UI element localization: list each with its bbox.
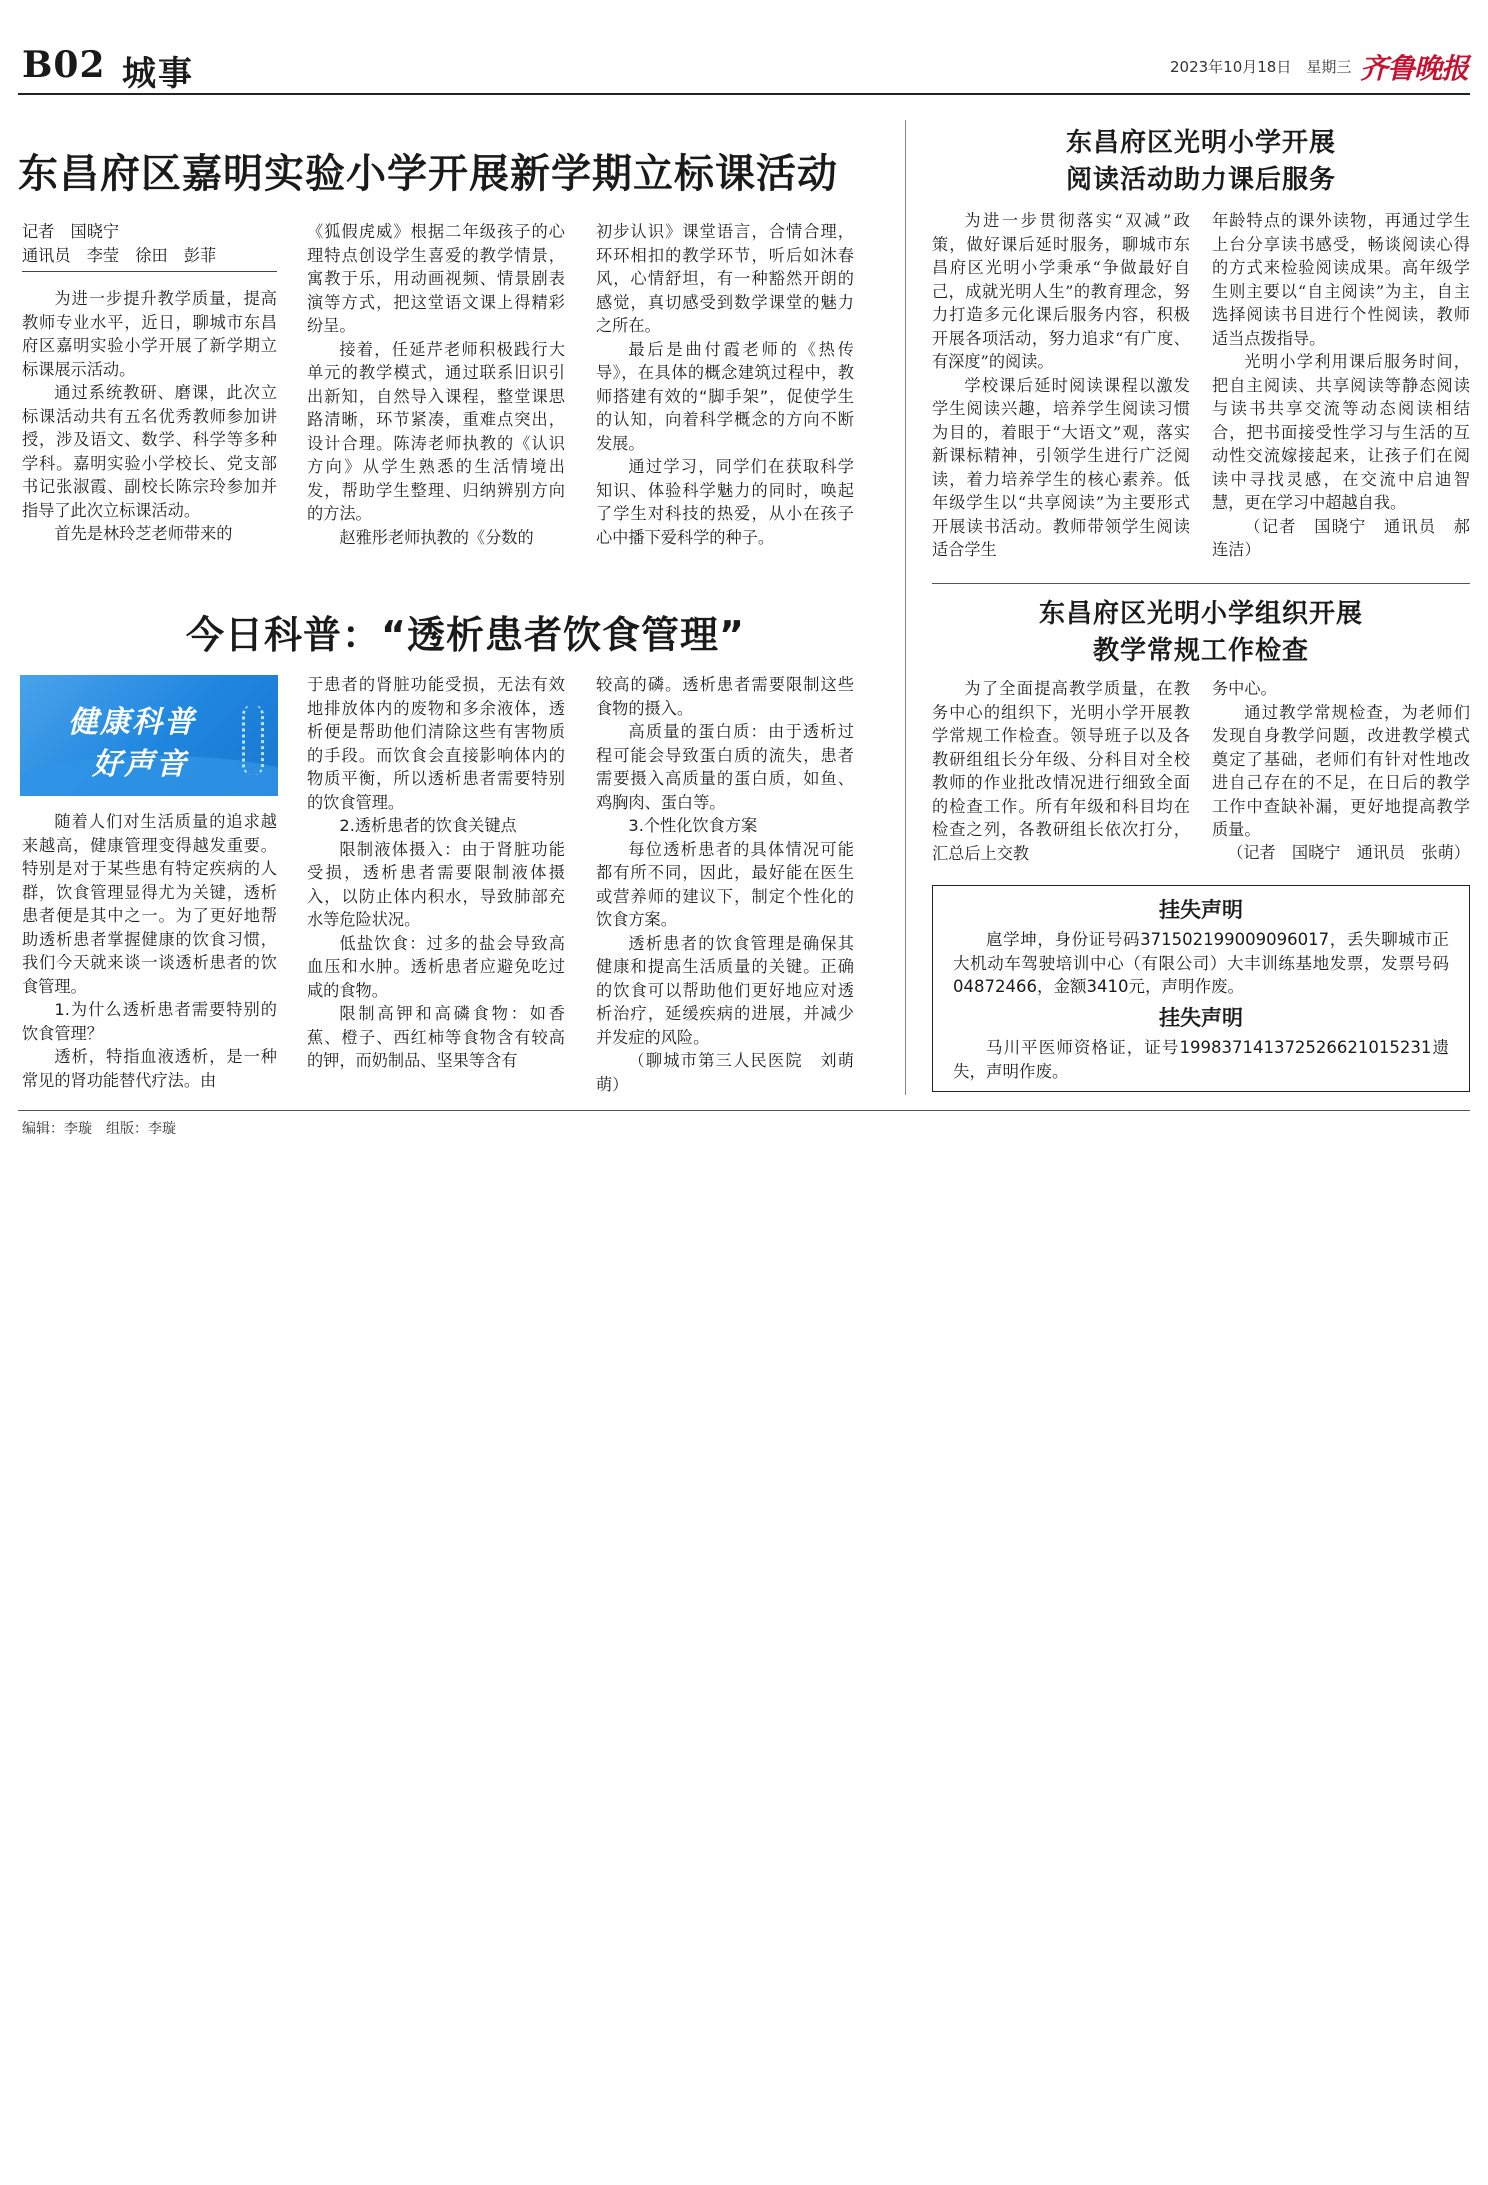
paragraph: 赵雅彤老师执教的《分数的 (339, 527, 534, 547)
article3-headline-line2: 阅读活动助力课后服务 (1065, 165, 1336, 195)
notice-1 (953, 894, 1449, 999)
paragraph: 透析患者的饮食管理是确保其健康和提高生活质量的关键。正确的饮食可以帮助他们更好地应对透析治疗，延缓疾病的进展，并减少并发症的风险。 (596, 933, 854, 1047)
page-code: B02 (22, 44, 106, 86)
paragraph: 为进一步提升教学质量，提高教师专业水平，近日，聊城市东昌府区嘉明实验小学开展了新学期立标课展示活动。 (22, 289, 277, 379)
newspaper-logo: 齐鲁晚报 (1360, 52, 1469, 85)
paragraph: 每位透析患者的具体情况可能都有所不同，因此，最好能在医生或营养师的建议下，制定个性化的饮食方案。 (596, 839, 854, 929)
article4-headline (932, 596, 1470, 670)
paragraph: 通过系统教研、磨课，此次立标课活动共有五名优秀教师参加讲授，涉及语文、数学、科学等多种学科。嘉明实验小学校长、党支部书记张淑霞、副校长陈宗玲参加并指导了此次立标课活动。 (22, 383, 277, 520)
article4-credit (1212, 841, 1470, 865)
article3-headline (932, 125, 1470, 199)
article1-column-1 (22, 287, 277, 546)
paragraph: 《狐假虎威》根据二年级孩子的心理特点创设学生喜爱的教学情景，寓教于乐，用动画视频、情景剧表演等方式，把这堂语文课上得精彩纷呈。 (307, 222, 565, 335)
article2-column-3 (596, 673, 854, 1096)
paragraph: 通过教学常规检查，为老师们发现自身教学问题，改进教学模式奠定了基础，老师们有针对性地改进自己存在的不足，在日后的教学工作中查缺补漏，更好地提高教学质量。 (1212, 702, 1470, 839)
article3-column-2 (1212, 209, 1470, 562)
article1-column-3 (596, 220, 854, 549)
notice-body: 扈学坤，身份证号码371502199009096017，丢失聊城市正大机动车驾驶培训中心（有限公司）大丰训练基地发票，发票号码04872466，金额3410元，声明作废。 (953, 930, 1449, 996)
notice-title: 挂失声明 (1159, 898, 1243, 922)
paragraph: 3.个性化饮食方案 (628, 816, 758, 835)
paragraph: 2.透析患者的饮食关键点 (339, 816, 517, 835)
banner-title: 健康科普 (68, 705, 196, 740)
notice-body: 马川平医师资格证，证号199837141372526621015231遗失，声明作废。 (953, 1038, 1449, 1081)
article3-headline-line1: 东昌府区光明小学开展 (1065, 128, 1336, 158)
banner-subtitle: 好声音 (92, 747, 188, 782)
paragraph: 务中心。 (1212, 679, 1277, 698)
article2-column-1 (22, 810, 277, 1092)
article1-column-2 (307, 220, 565, 549)
paragraph: （记者 国晓宁 通讯员 郝连洁） (1212, 516, 1470, 559)
paragraph: 随着人们对生活质量的追求越来越高，健康管理变得越发重要。特别是对于某些患有特定疾病的人群，饮食管理显得尤为关键，透析患者便是其中之一。为了更好地帮助透析患者掌握健康的饮食习惯，我们今天就来谈一谈透析患者的饮食管理。 (22, 812, 277, 996)
article-divider (932, 583, 1470, 584)
paragraph: 限制液体摄入：由于肾脏功能受损，透析患者需要限制液体摄入，以防止体内积水，导致肺部充水等危险状况。 (307, 839, 565, 929)
paragraph: 高质量的蛋白质：由于透析过程可能会导致蛋白质的流失，患者需要摄入高质量的蛋白质，如鱼、鸡胸肉、蛋白等。 (596, 722, 854, 812)
byline-reporter: 记者 国晓宁 (22, 222, 120, 241)
notice-title: 挂失声明 (1159, 1006, 1243, 1030)
article4-headline-line1: 东昌府区光明小学组织开展 (1038, 599, 1363, 629)
paragraph: 光明小学利用课后服务时间，把自主阅读、共享阅读等静态阅读与读书共享交流等动态阅读相结合，把书面接受性学习与生活的互动性交流嫁接起来，让孩子们在阅读中寻找灵感，在交流中启迪智慧，更在学习中超越自我。 (1212, 352, 1470, 512)
dna-icon (242, 705, 264, 775)
article4-column-1 (932, 677, 1190, 865)
paragraph: 较高的磷。透析患者需要限制这些食物的摄入。 (596, 675, 854, 718)
paragraph: 首先是林玲芝老师带来的 (54, 524, 233, 543)
paragraph: 1.为什么透析患者需要特别的饮食管理？ (22, 1000, 277, 1043)
article1-headline: 东昌府区嘉明实验小学开展新学期立标课活动 (18, 151, 838, 197)
paragraph: 为进一步贯彻落实“双减”政策，做好课后延时服务，聊城市东昌府区光明小学秉承“争做最好自己，成就光明人生”的教育理念，努力打造多元化课后服务内容，积极开展各项活动，努力追求“有广度、有深度”的阅读。 (932, 211, 1190, 371)
paragraph: 于患者的肾脏功能受损，无法有效地排放体内的废物和多余液体，透析便是帮助他们清除这些有害物质的手段。而饮食会直接影响体内的物质平衡，所以透析患者需要特别的饮食管理。 (307, 675, 565, 812)
paragraph: 年龄特点的课外读物，再通过学生上台分享读书感受，畅谈阅读心得的方式来检验阅读成果。高年级学生则主要以“自主阅读”为主，自主选择阅读书目进行个性阅读，教师适当点拨指导。 (1212, 211, 1470, 348)
lost-notice-box (932, 885, 1470, 1092)
article1-byline (22, 220, 277, 267)
paragraph: 最后是曲付霞老师的《热传导》，在具体的概念建筑过程中，教师搭建有效的“脚手架”，促使学生的认知，向着科学概念的方向不断发展。 (596, 339, 854, 453)
paragraph: （记者 国晓宁 通讯员 张萌） (1227, 843, 1470, 862)
article4-headline-line2: 教学常规工作检查 (1092, 636, 1309, 666)
paragraph: 通过学习，同学们在获取科学知识、体验科学魅力的同时，唤起了学生对科技的热爱，从小在孩子心中播下爱科学的种子。 (596, 457, 854, 547)
notice-2 (953, 1002, 1449, 1083)
health-banner-image (20, 675, 278, 796)
paragraph: 为了全面提高教学质量，在教务中心的组织下，光明小学开展教学常规工作检查。领导班子以及各教研组组长分年级、分科目对全校教师的作业批改情况进行细致全面的检查工作。所有年级和科目均在检查之列，各教研组长依次打分，汇总后上交教 (932, 679, 1190, 863)
editor-credit: 编辑：李璇 组版：李璇 (22, 1121, 176, 1137)
paragraph: 透析，特指血液透析，是一种常见的肾功能替代疗法。由 (22, 1047, 277, 1090)
paragraph: （聊城市第三人民医院 刘萌萌） (596, 1051, 854, 1094)
footer-divider (18, 1110, 1470, 1111)
section-divider (905, 120, 906, 1095)
article3-column-1 (932, 209, 1190, 562)
paragraph: 限制高钾和高磷食物：如香蕉、橙子、西红柿等食物含有较高的钾，而奶制品、坚果等含有 (307, 1004, 565, 1070)
section-name: 城事 (122, 54, 194, 94)
article4-column-2 (1212, 677, 1470, 842)
article2-column-2 (307, 673, 565, 1073)
header-divider (18, 93, 1470, 95)
byline-correspondents: 通讯员 李莹 徐田 彭菲 (22, 245, 217, 265)
paragraph: 低盐饮食：过多的盐会导致高血压和水肿。透析患者应避免吃过咸的食物。 (307, 933, 565, 1000)
byline-divider (22, 271, 277, 272)
issue-date: 2023年10月18日 星期三 (1170, 58, 1352, 76)
paragraph: 初步认识》课堂语言，合情合理，环环相扣的教学环节，听后如沐春风，心情舒坦，有一种豁然开朗的感觉，真切感受到数学课堂的魅力之所在。 (596, 222, 854, 335)
paragraph: 学校课后延时阅读课程以激发学生阅读兴趣，培养学生阅读习惯为目的，着眼于“大语文”观，落实新课标精神，引领学生进行广泛阅读，着力培养学生的核心素养。低年级学生以“共享阅读”为主要形式开展读书活动。教师带领学生阅读适合学生 (932, 375, 1190, 559)
paragraph: 接着，任延芹老师积极践行大单元的教学模式，通过联系旧识引出新知，自然导入课程，整堂课思路清晰，环节紧凑，重难点突出，设计合理。陈涛老师执教的《认识方向》从学生熟悉的生活情境出发，帮助学生整理、归纳辨别方向的方法。 (307, 339, 565, 523)
article2-headline: 今日科普：“透析患者饮食管理” (186, 613, 745, 657)
